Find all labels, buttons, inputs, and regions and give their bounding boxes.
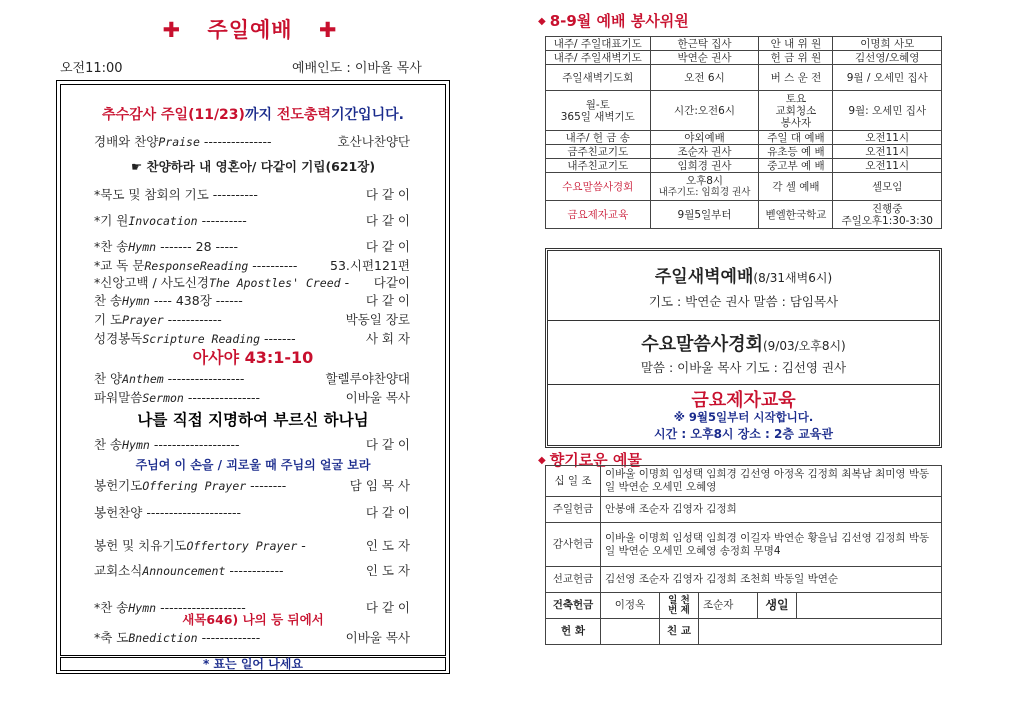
order-item [94, 310, 410, 328]
standing-note: * 표는 일어 나세요 [60, 657, 446, 671]
order-item-en: Hymn [122, 294, 150, 308]
order-item-right: 다 같 이 [365, 505, 410, 520]
order-item-en: Hymn [122, 438, 150, 452]
order-item-dash: ------- [264, 331, 296, 346]
order-item-label: 찬 송 [94, 293, 123, 308]
order-item-label: 경배와 찬양 [94, 134, 159, 149]
order-item-dash: ------------------- [153, 437, 240, 452]
order-item-label: *찬 송 [94, 600, 129, 615]
order-item-dash: ---------- [252, 258, 298, 273]
order-item-label: 찬 양 [94, 371, 123, 386]
scripture-title: 아사야 43:1-10 [192, 348, 314, 367]
order-item-en: Scripture Reading [142, 332, 261, 346]
dawn-service-heading: 주일새벽예배(8/31새벽6시) [654, 267, 833, 287]
friday-education-detail: 시간 : 오후8시 장소 : 2층 교육관 [654, 427, 833, 441]
order-item-right: 다 같 이 [365, 293, 410, 308]
order-item-en: Invocation [128, 214, 198, 228]
dawn-service-detail: 기도 : 박연순 권사 말씀 : 담임목사 [648, 294, 839, 309]
response-song: 주님여 이 손을 / 괴로울 때 주님의 얼굴 보라 [135, 458, 371, 472]
order-item-en: Hymn [128, 240, 157, 254]
order-item-en: The Apostles' Creed [209, 276, 341, 290]
order-item-right: 다같이 [373, 275, 410, 290]
service-leader: 예배인도 : 이바울 목사 [292, 61, 422, 76]
order-item-dash: ------------ [167, 312, 222, 327]
order-item-label: 성경봉독 [94, 331, 143, 346]
order-item-dash: - [301, 538, 306, 553]
wednesday-service-heading: 수요말씀사경회(9/03/오후8시) [641, 334, 846, 355]
order-item-label: 찬 송 [94, 437, 123, 452]
order-item-dash: ------------------- [160, 600, 246, 615]
order-item-right: 다 같 이 [365, 600, 410, 615]
order-item-en: Offering Prayer [142, 479, 247, 493]
order-item-dash: -------- [250, 478, 287, 493]
order-item-en: Sermon [142, 391, 184, 405]
order-item [94, 476, 410, 494]
diamond-bullet-icon: ◆ [538, 455, 546, 466]
closing-hymn: 새목646) 나의 등 뒤에서 [182, 612, 324, 627]
order-item-right: 사 회 자 [365, 331, 410, 346]
order-item [94, 185, 410, 203]
order-item [94, 273, 410, 291]
order-item-right: 다 같 이 [365, 213, 410, 228]
order-item-label: *축 도 [94, 630, 129, 645]
order-item-right: 인 도 자 [365, 538, 410, 553]
praise-hymn-note: ☛ 찬양하라 내 영혼아/ 다같이 기립(621장) [130, 159, 376, 174]
divider [547, 320, 940, 321]
friday-education-title: 금요제자교육 [691, 390, 796, 411]
diamond-bullet-icon: ◆ [538, 16, 546, 27]
order-item [94, 132, 410, 150]
service-time: 오전11:00 [60, 61, 123, 76]
order-item-label: *찬 송 [94, 239, 129, 254]
order-item-label: 파워말씀 [94, 390, 143, 405]
order-item [94, 237, 410, 255]
order-item-right: 다 같 이 [365, 239, 410, 254]
volunteer-table: 내주/ 주일대표기도 한근탁 집사 안 내 위 원 이명희 사모 내주/ 주일새벽기도 박연순 권사 헌 금 위 원 김선영/오혜영 주일새벽기도회 오전 6시 버 스 운 전 9월 / 오세민 집사 월-토 365일 새벽기도 시간:오전6시 토요 교회청소 봉사자 9월: 오세민 집사 내주/ 헌 금 송 야외예배 주일 대 예배 오전11시 금주친교기도 조순자 권사 유초등 예 배 오전11시 내주친교기도 임희경 권사 중고부 예 배 오전11시 수요말씀사경회 오후8시 내주기도: 임희경 권사 각 셀 예배 셀모임 금요제자교육 9월5일부터 벧엘한국학교 진행중 주일오후1:30-3:30 [545, 36, 942, 229]
order-item [94, 211, 410, 229]
order-item-right: 박동일 장로 [345, 312, 410, 327]
cross-icon: ✚ [162, 18, 182, 42]
order-item-label: *신앙고백 / 사도신경 [94, 275, 210, 290]
order-item-dash: - [344, 275, 350, 290]
title-text: 주일예배 [207, 18, 293, 42]
order-item-dash: ---------------- [187, 390, 261, 405]
order-item-dash: --------------------- [146, 505, 242, 520]
order-item-dash: ------------- [201, 630, 261, 645]
order-item-en: Praise [158, 135, 200, 149]
order-item-dash: ---------- [212, 187, 258, 202]
order-item-right: 이바울 목사 [345, 390, 410, 405]
order-item-right: 다 같 이 [365, 187, 410, 202]
order-item-right: 담 임 목 사 [349, 478, 410, 493]
divider [547, 384, 940, 385]
order-item [94, 503, 410, 521]
order-item [94, 628, 410, 646]
order-item-dash: ---------- [201, 213, 247, 228]
order-item-en: Hymn [128, 601, 157, 615]
wednesday-service-detail: 말씀 : 이바울 목사 기도 : 김선영 권사 [640, 360, 847, 375]
order-item-dash: ----------------- [167, 371, 245, 386]
order-item-label: 봉헌 및 치유기도 [94, 538, 187, 553]
order-item-label: *기 원 [94, 213, 129, 228]
order-item-label: 교회소식 [94, 563, 143, 578]
friday-education-note: ※ 9월5일부터 시작합니다. [673, 410, 814, 424]
order-item-label: *교 독 문 [94, 258, 145, 273]
order-item [94, 291, 410, 309]
order-item [94, 388, 410, 406]
page-title [150, 14, 350, 44]
offering-table: 십 일 조 이바울 이명희 임성택 임희경 김선영 아정옥 김정희 최복남 최미영 박동일 박연순 오세민 오혜영 주일헌금 안봉애 조순자 김영자 김정희 감사헌금 이바울 이명희 임성택 임희경 이길자 박연순 황을님 김선영 김정희 박동일 박연순 오세민 오혜영 송정희 무명4 선교헌금 김선영 조순자 김영자 김정희 조천희 박동일 박연순 건축헌금 이정옥 일 천 번 제 조순자 생일 헌 화 친 교 [545, 465, 942, 645]
order-item [94, 256, 410, 274]
order-item-right: 다 같 이 [365, 437, 410, 452]
order-item [94, 561, 410, 579]
order-item-en: Prayer [122, 313, 164, 327]
order-item-right: 53.시편121편 [330, 258, 410, 273]
order-item-label: 봉헌기도 [94, 478, 143, 493]
order-item-en: ResponseReading [144, 259, 249, 273]
section-title-volunteers: ◆ 8-9월 예배 봉사위원 [538, 12, 689, 30]
order-item [94, 536, 410, 554]
order-item-label: 봉헌찬양 [94, 505, 143, 520]
order-item-label: *묵도 및 참회의 기도 [94, 187, 209, 202]
cross-icon: ✚ [318, 18, 338, 42]
order-item-right: 이바울 목사 [345, 630, 410, 645]
order-item-dash: ---- 438장 ------ [153, 293, 243, 308]
order-item-right: 할렐루야찬양대 [325, 371, 410, 386]
sermon-title: 나를 직접 지명하여 부르신 하나님 [137, 411, 369, 429]
order-item [94, 435, 410, 453]
order-item-dash: --------------- [203, 134, 272, 149]
order-item-en: Anthem [122, 372, 164, 386]
order-item-en: Offertory Prayer [186, 539, 298, 553]
section-title-offerings: ◆ 향기로운 예물 [538, 451, 642, 469]
order-item-right: 인 도 자 [365, 563, 410, 578]
order-item-en: Bnediction [128, 631, 198, 645]
evangelism-banner: 추수감사 주일(11/23)까지 전도총력기간입니다. [102, 107, 404, 123]
order-item [94, 369, 410, 387]
order-item-label: 기 도 [94, 312, 123, 327]
order-item-right: 호산나찬양단 [337, 134, 410, 149]
order-item-en: Announcement [142, 564, 226, 578]
order-item-dash: ------- 28 ----- [160, 239, 239, 254]
order-item-dash: ------------ [229, 563, 284, 578]
